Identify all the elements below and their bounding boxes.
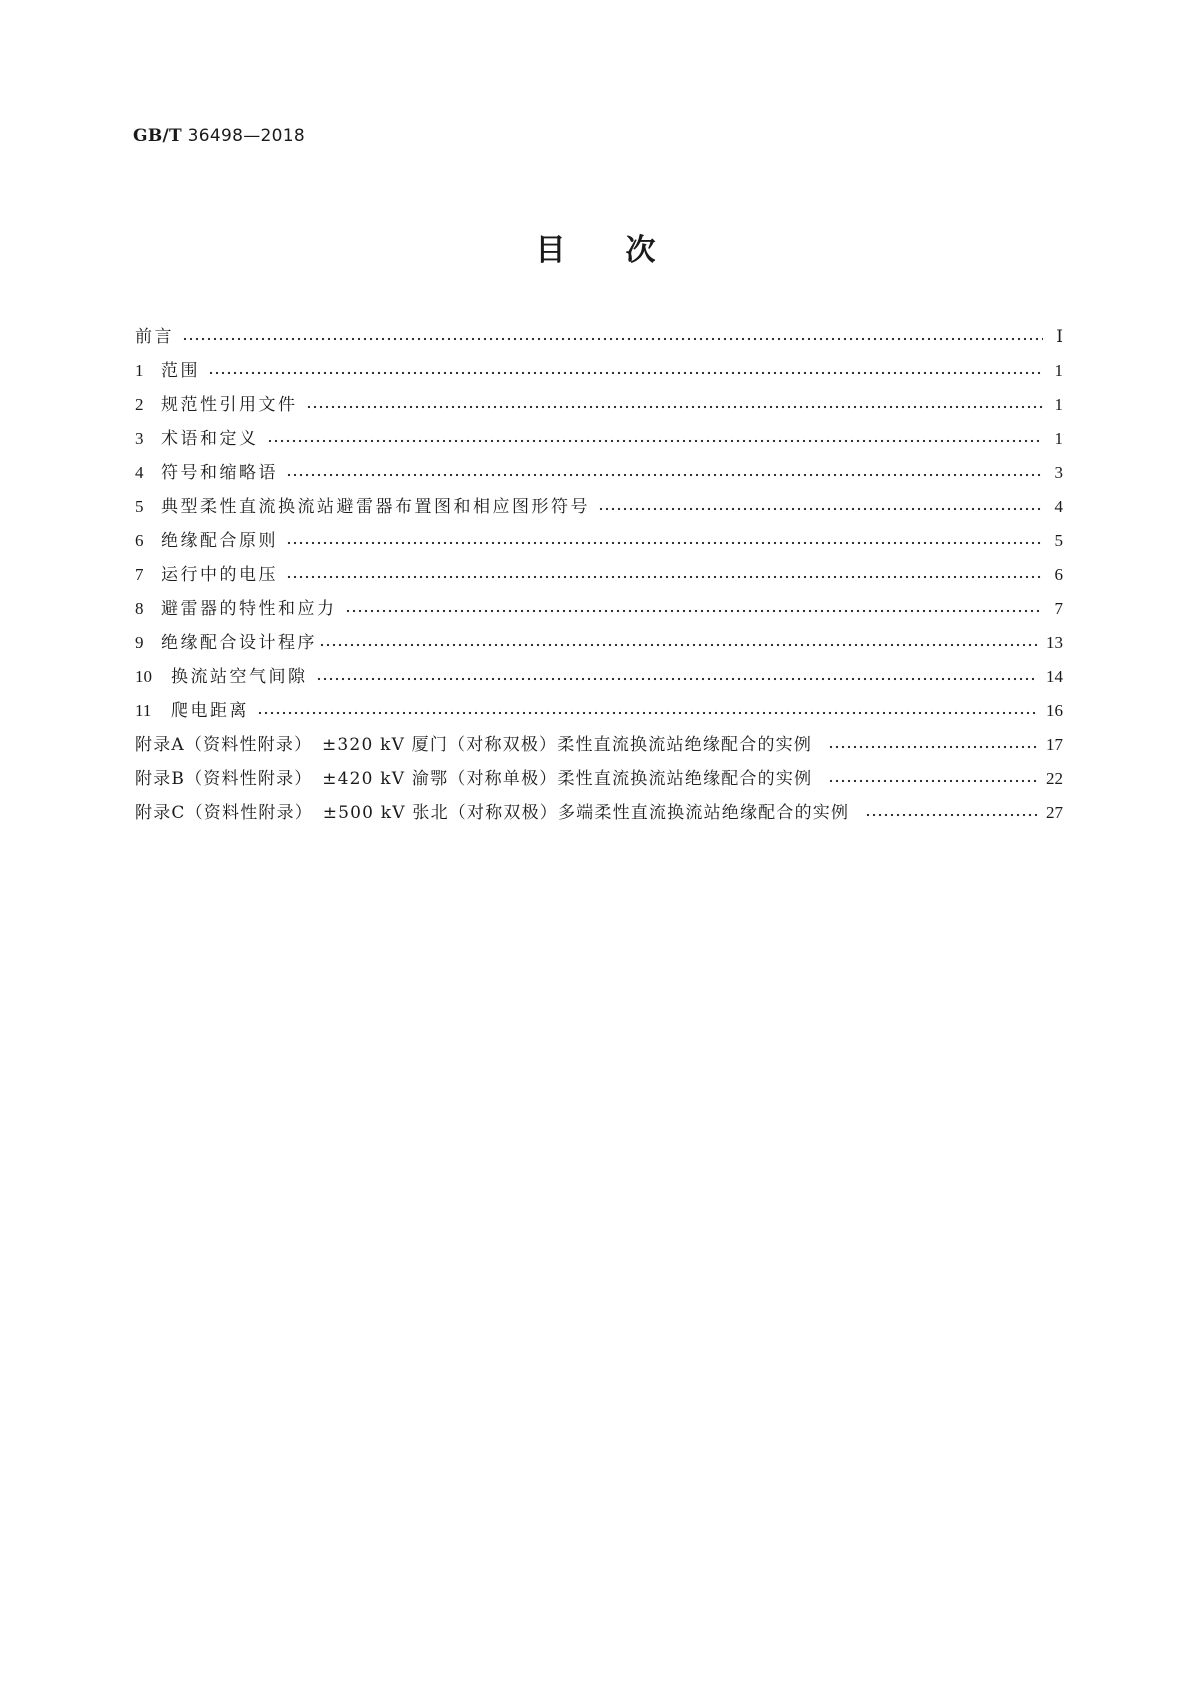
- toc-entry-page: 4: [1054, 497, 1063, 516]
- toc-entry-number: 9: [135, 633, 144, 652]
- toc-entry-page: 22: [1046, 769, 1063, 788]
- toc-entry-label: 绝缘配合原则: [161, 531, 278, 551]
- toc-entry-number: 11: [135, 701, 152, 720]
- toc-entry-9[interactable]: [135, 628, 1063, 654]
- toc-entry-label: 附录C（资料性附录） ±500 kV 张北（对称双极）多端柔性直流换流站绝缘配合的实例: [135, 803, 850, 823]
- toc-entry-label: 典型柔性直流换流站避雷器布置图和相应图形符号: [161, 497, 590, 517]
- toc-entry-page: 16: [1046, 701, 1063, 720]
- toc-entry-page: 1: [1054, 395, 1063, 414]
- toc-entry-label: 运行中的电压: [161, 565, 278, 585]
- toc-entry-2[interactable]: [135, 390, 1063, 416]
- toc-entry-label: 绝缘配合设计程序: [161, 633, 317, 653]
- dot-leader: [286, 530, 1043, 548]
- standard-number: 36498—2018: [187, 126, 306, 146]
- toc-entry-label: 避雷器的特性和应力: [161, 599, 337, 619]
- toc-entry-label: 爬电距离: [171, 701, 249, 721]
- dot-leader: [208, 360, 1043, 378]
- toc-entry-label: 换流站空气间隙: [171, 667, 308, 687]
- toc-entry-3[interactable]: [135, 424, 1063, 450]
- toc-entry-10[interactable]: [135, 662, 1063, 688]
- toc-entry-page: 14: [1046, 667, 1063, 686]
- dot-leader: [828, 768, 1038, 786]
- toc-entry-6[interactable]: [135, 526, 1063, 552]
- toc-entry-number: 10: [135, 667, 152, 686]
- toc-entry-number: 3: [135, 429, 144, 448]
- toc-entry-page: 27: [1046, 803, 1063, 822]
- toc-entry-label: 附录A（资料性附录） ±320 kV 厦门（对称双极）柔性直流换流站绝缘配合的实例: [135, 735, 813, 755]
- dot-leader: [286, 462, 1043, 480]
- page-title: 目次: [535, 233, 716, 268]
- toc-entry-label: 附录B（资料性附录） ±420 kV 渝鄂（对称单极）柔性直流换流站绝缘配合的实例: [135, 769, 813, 789]
- toc-entry-number: 1: [135, 361, 144, 380]
- toc-entry-label: 术语和定义: [161, 429, 259, 449]
- dot-leader: [345, 598, 1044, 616]
- dot-leader: [286, 564, 1043, 582]
- toc-entry-number: 2: [135, 395, 144, 414]
- standard-code: [133, 126, 305, 146]
- dot-leader: [306, 394, 1044, 412]
- toc-entry-number: 7: [135, 565, 144, 584]
- toc-entry-page: 3: [1054, 463, 1063, 482]
- toc-entry-page: 1: [1054, 429, 1063, 448]
- toc-entry-5[interactable]: [135, 492, 1063, 518]
- toc-entry-page: 1: [1054, 361, 1063, 380]
- toc-entry-appendix-c[interactable]: [135, 798, 1063, 824]
- toc-entry-appendix-a[interactable]: [135, 730, 1063, 756]
- toc-entry-appendix-b[interactable]: [135, 764, 1063, 790]
- dot-leader: [598, 496, 1043, 514]
- toc-entry-number: 5: [135, 497, 144, 516]
- toc-entry-label: 规范性引用文件: [161, 395, 298, 415]
- toc-entry-number: 4: [135, 463, 144, 482]
- toc-entry-page: 7: [1054, 599, 1063, 618]
- dot-leader: [319, 632, 1038, 650]
- toc-entry-page: 13: [1046, 633, 1063, 652]
- toc-entry-4[interactable]: [135, 458, 1063, 484]
- dot-leader: [828, 734, 1038, 752]
- toc-entry-page: 5: [1054, 531, 1063, 550]
- toc-entry-11[interactable]: [135, 696, 1063, 722]
- toc-entry-foreword[interactable]: [135, 322, 1063, 348]
- toc-entry-label: 符号和缩略语: [161, 463, 278, 483]
- toc-entry-page: 6: [1054, 565, 1063, 584]
- toc-entry-number: 8: [135, 599, 144, 618]
- toc-entry-1[interactable]: [135, 356, 1063, 382]
- toc-entry-page: Ⅰ: [1056, 327, 1063, 346]
- dot-leader: [316, 666, 1039, 684]
- dot-leader: [267, 428, 1044, 446]
- toc-entry-label: 前言: [135, 327, 174, 347]
- toc-entry-page: 17: [1046, 735, 1063, 754]
- toc-entry-7[interactable]: [135, 560, 1063, 586]
- standard-prefix: GB/T: [133, 126, 182, 146]
- dot-leader: [257, 700, 1038, 718]
- toc-entry-label: 范围: [161, 361, 200, 381]
- toc-entry-number: 6: [135, 531, 144, 550]
- dot-leader: [182, 326, 1043, 344]
- toc-entry-8[interactable]: [135, 594, 1063, 620]
- dot-leader: [865, 802, 1038, 820]
